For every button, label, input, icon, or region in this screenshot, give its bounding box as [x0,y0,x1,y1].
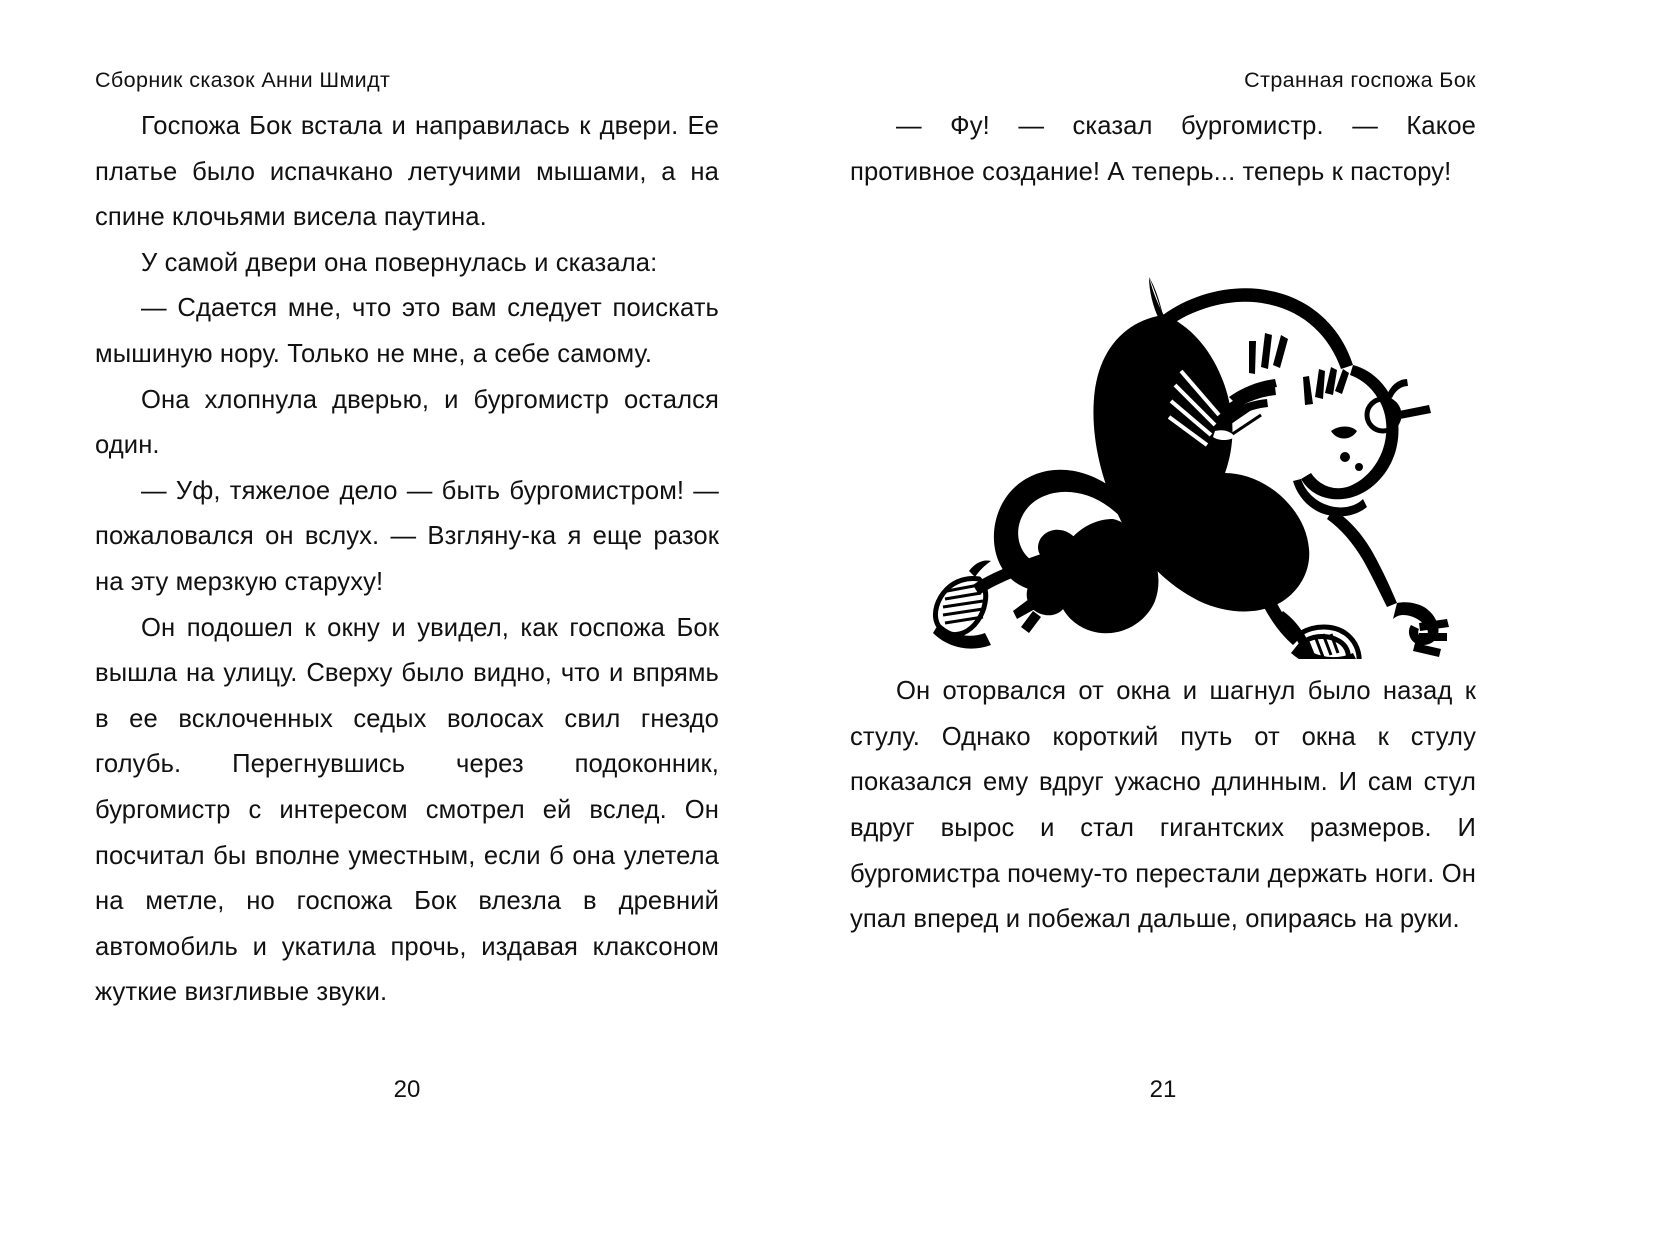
illustration-figure [850,213,1476,665]
burgomaster-on-all-fours-illustration [863,219,1463,659]
right-page [827,0,1654,1240]
right-page-text-column-top [850,104,1476,195]
paragraph: Он оторвался от окна и шагнул было назад к стулу. Однако короткий путь от окна к стулу показался ему вдруг ужасно длинным. И сам стул вдруг вырос и стал гигантских размеров. И бургомистра почему-то перестали держать ноги. Он упал вперед и побежал дальше, опираясь на руки. [850,677,1476,934]
paragraph: Она хлопнула дверью, и бургомистр остался один. [95,385,719,460]
paragraph: Госпожа Бок встала и направилась к двери. Ее платье было испачкано летучими мышами, а на спине клочьями висела паутина. [95,112,719,232]
paragraph: — Фу! — сказал бургомистр. — Какое противное создание! А теперь... теперь к пастору! [850,112,1476,186]
running-head-left: Сборник сказок Анни Шмидт [95,68,391,92]
paragraph: Он подошел к окну и увидел, как госпожа Бок вышла на улицу. Сверху было видно, что и впрямь в ее всклоченных седых волосах свил гнездо голубь. Перегнувшись через подоконник, бургомистр с интересом смотрел ей вслед. Он посчитал бы вполне уместным, если б она улетела на метле, но госпожа Бок влезла в древний автомобиль и укатила прочь, издавая клаксоном жуткие визгливые звуки. [95,613,719,1007]
left-page-text-column [95,104,719,1016]
page-number-right: 21 [1149,1076,1177,1103]
paragraph: — Сдается мне, что это вам следует поискать мышиную нору. Только не мне, а себе самому. [95,294,719,368]
running-head-right: Странная госпожа Бок [1244,68,1476,92]
left-page-spacer [95,1016,719,1240]
right-page-text-column-bottom [850,669,1476,943]
paragraph: У самой двери она повернулась и сказала: [141,248,658,277]
page-number-left: 20 [393,1076,421,1103]
paragraph: — Уф, тяжелое дело — быть бургомистром! — пожаловался он вслух. — Взгляну-ка я еще разок на эту мерзкую старуху! [95,476,719,596]
